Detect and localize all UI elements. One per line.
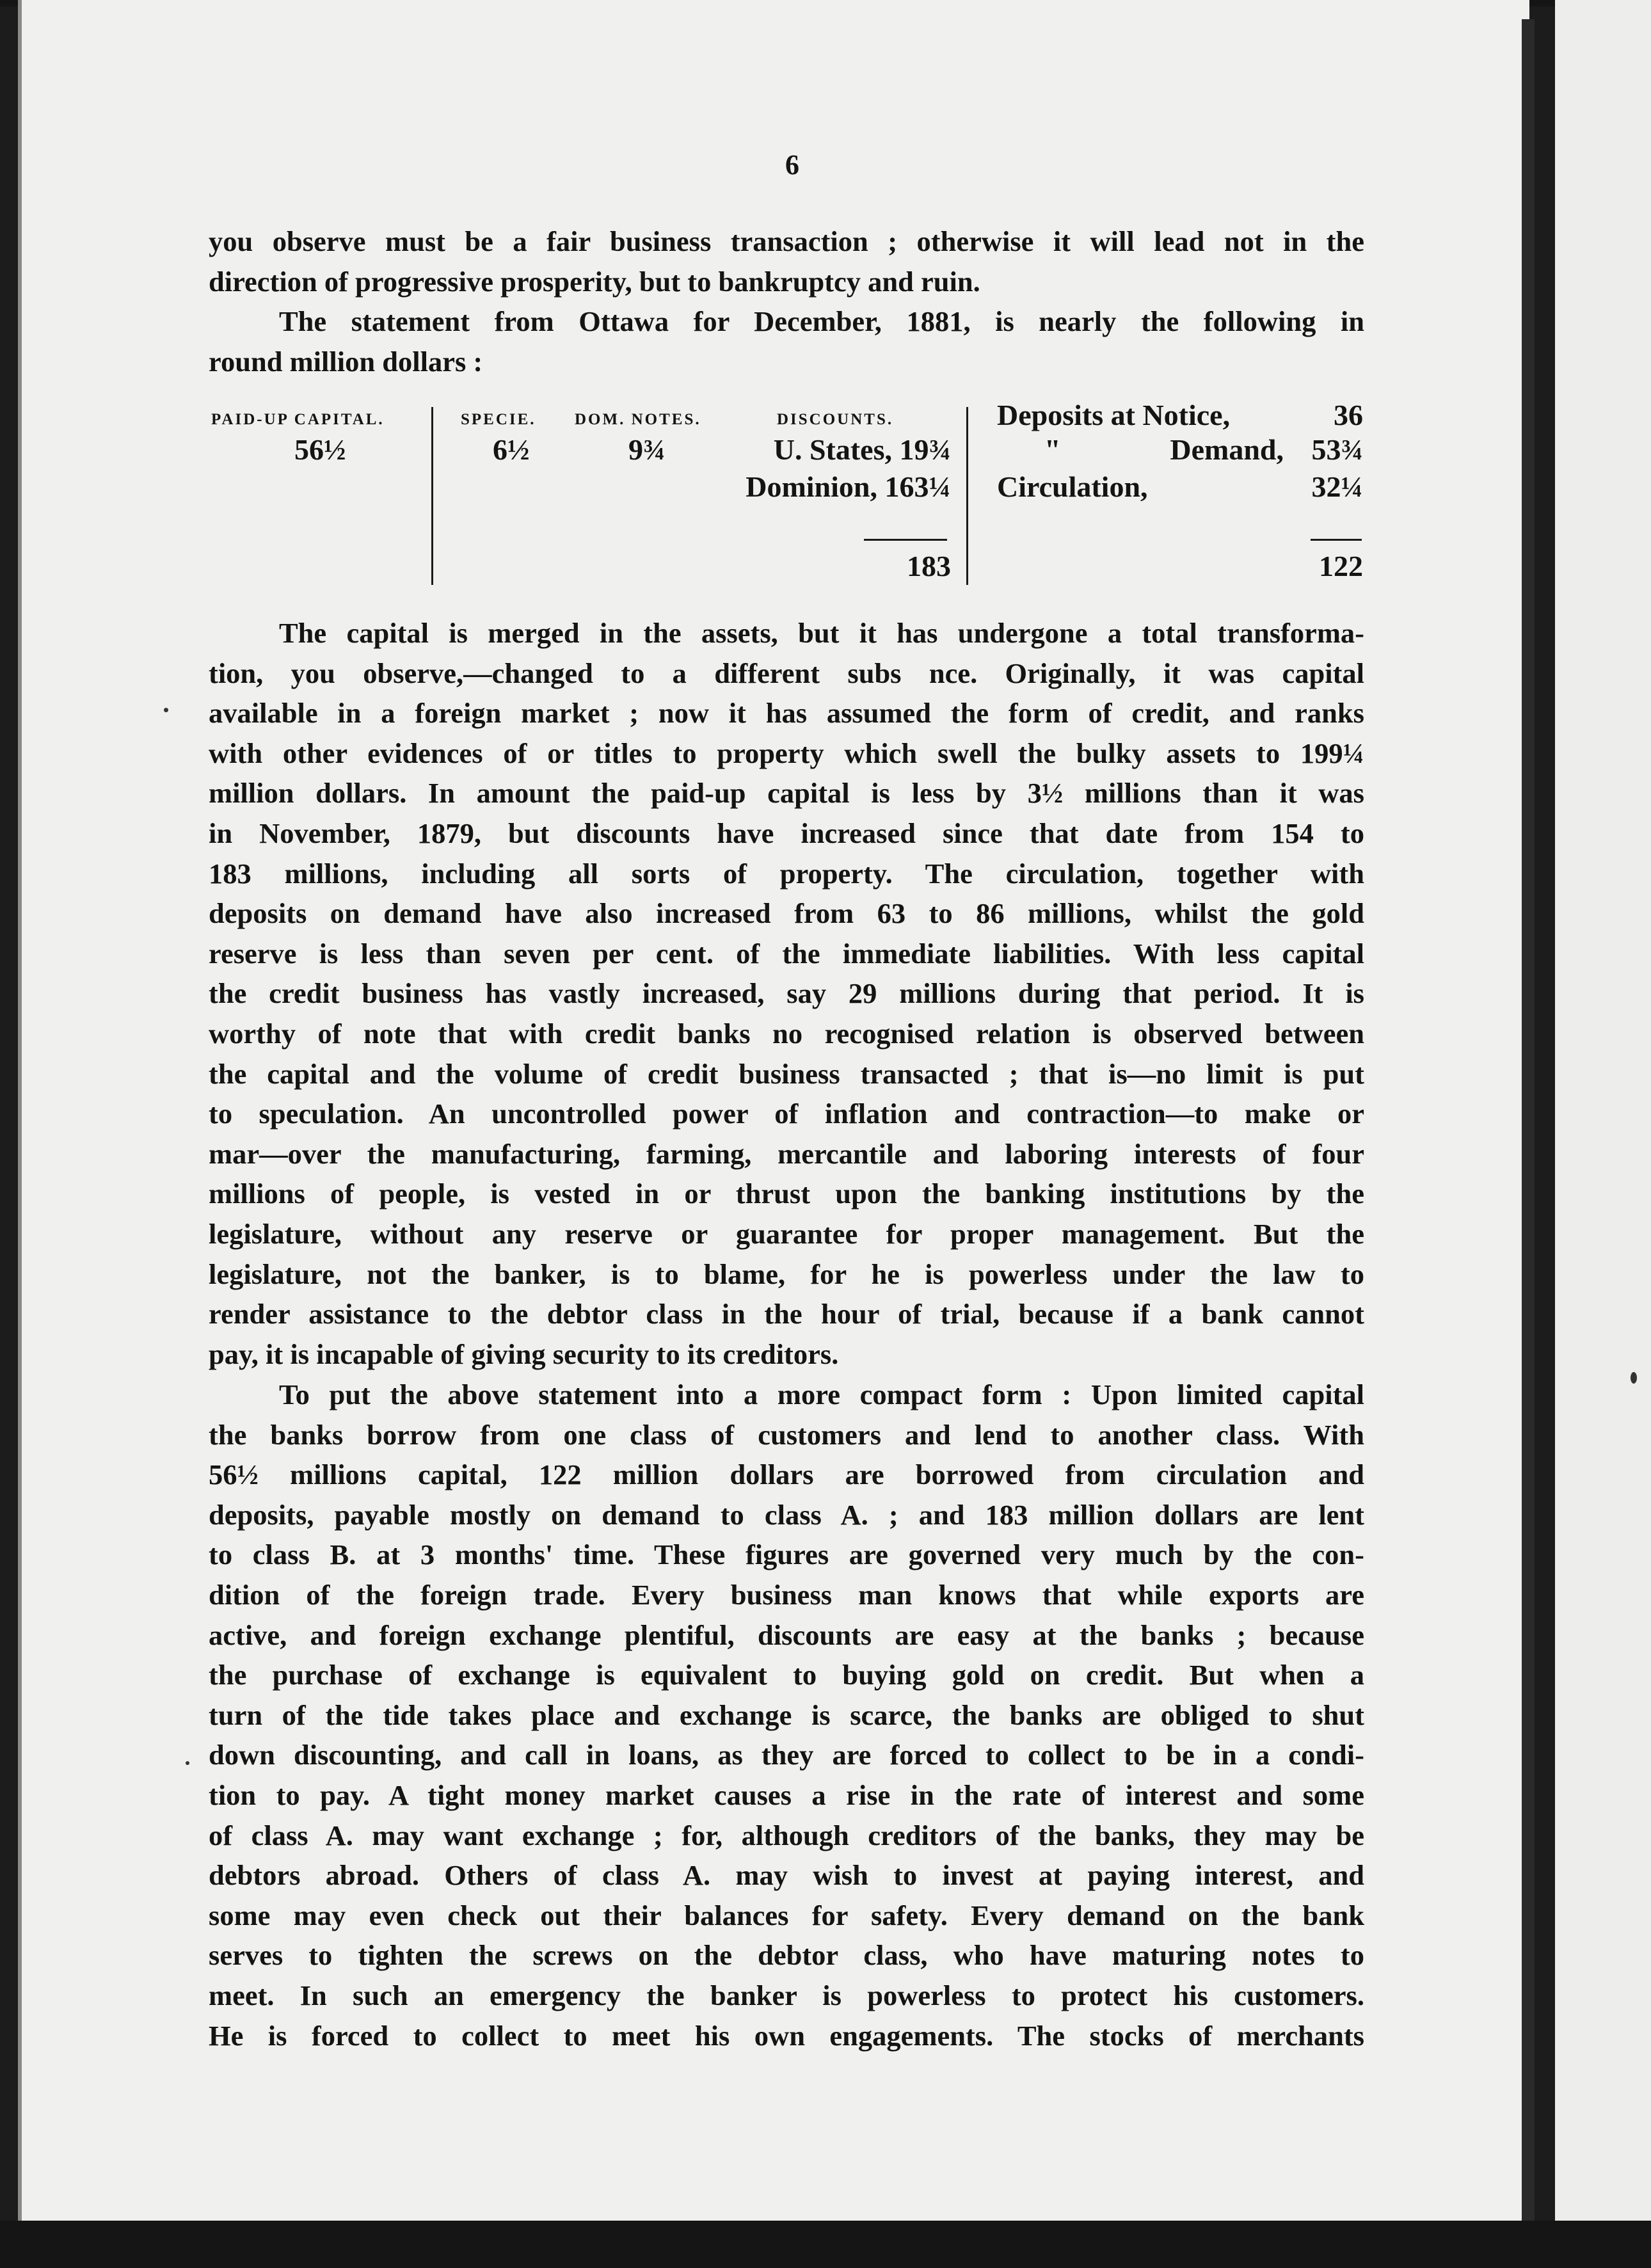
text-line: worthy of note that with credit banks no recognised relation is observed between xyxy=(209,1017,1364,1050)
text-line: available in a foreign market ; now it has assumed the form of credit, and ranks xyxy=(209,697,1364,730)
sum-rule xyxy=(864,539,947,541)
value-dom-notes: 9¾ xyxy=(628,433,666,466)
column-divider xyxy=(966,407,968,585)
text-line: legislature, not the banker, is to blame, for he is powerless under the law to xyxy=(209,1258,1364,1290)
text-line: turn of the tide takes place and exchange is scarce, the banks are obliged to shut xyxy=(209,1698,1364,1731)
text-line: to class B. at 3 months' time. These figures are governed very much by the con- xyxy=(209,1538,1364,1571)
text-line: active, and foreign exchange plentiful, discounts are easy at the banks ; because xyxy=(209,1618,1364,1651)
header-dom-notes: DOM. NOTES. xyxy=(575,411,701,428)
text-line: deposits on demand have also increased from 63 to 86 millions, whilst the gold xyxy=(209,897,1364,930)
text-line: To put the above statement into a more compact form : Upon limited capital xyxy=(279,1378,1364,1410)
text-line: tion to pay. A tight money market causes a rise in the rate of interest and some xyxy=(209,1778,1364,1811)
scan-speck xyxy=(1631,1372,1637,1384)
text-line: serves to tighten the screws on the debtor class, who have maturing notes to xyxy=(209,1939,1364,1972)
text-line: The statement from Ottawa for December, 1881, is nearly the following in xyxy=(279,305,1364,338)
header-discounts: DISCOUNTS. xyxy=(777,411,894,428)
intro-paragraph xyxy=(209,221,1364,381)
value-circulation: 32¼ xyxy=(1311,470,1363,503)
text-line: meet. In such an emergency the banker is powerless to protect his customers. xyxy=(209,1979,1364,2011)
page-right-edge xyxy=(1522,19,1535,2240)
value-capital: 56½ xyxy=(294,433,346,466)
value-assets-total: 183 xyxy=(907,550,951,582)
text-line: the banks borrow from one class of customers and lend to another class. With xyxy=(209,1418,1364,1451)
paragraph-capital-transformation xyxy=(209,613,1364,1374)
text-line: The capital is merged in the assets, but it has undergone a total transforma- xyxy=(279,617,1364,649)
value-liabilities-total: 122 xyxy=(1319,550,1363,582)
text-line: reserve is less than seven per cent. of the immediate liabilities. With less capital xyxy=(209,937,1364,970)
column-divider xyxy=(431,407,433,585)
value-demand: 53¾ xyxy=(1311,433,1363,466)
text-line: tion, you observe,—changed to a different subs nce. Originally, it was capital xyxy=(209,657,1364,689)
text-line: mar—over the manufacturing, farming, mercantile and laboring interests of four xyxy=(209,1137,1364,1170)
ditto-mark: " xyxy=(1044,433,1061,466)
text-line: millions of people, is vested in or thrust upon the banking institutions by the xyxy=(209,1178,1364,1210)
label-circulation: Circulation, xyxy=(997,470,1148,503)
value-deposits-notice: 36 xyxy=(1334,399,1363,431)
value-specie: 6½ xyxy=(493,433,530,466)
adjacent-page-edge xyxy=(1555,0,1651,2268)
text-line: render assistance to the debtor class in the hour of trial, because if a bank cannot xyxy=(209,1298,1364,1330)
text-line: round million dollars : xyxy=(209,345,483,378)
scan-speck xyxy=(186,1761,189,1765)
scan-speck xyxy=(164,708,168,712)
text-line: to speculation. An uncontrolled power of inflation and contraction—to make or xyxy=(209,1098,1364,1130)
scan-bottom-border xyxy=(0,2221,1651,2268)
bank-statement-table xyxy=(209,399,1364,595)
text-line: million dollars. In amount the paid-up capital is less by 3½ millions than it was xyxy=(209,777,1364,810)
value-us-discounts: U. States, 19¾ xyxy=(773,433,951,466)
value-dominion-discounts: Dominion, 163¼ xyxy=(746,470,951,503)
label-demand: Demand, xyxy=(1170,433,1284,466)
text-line: with other evidences of or titles to property which swell the bulky assets to 199¼ xyxy=(209,737,1364,769)
text-line: direction of progressive prosperity, but to bankruptcy and ruin. xyxy=(209,265,980,298)
text-line: some may even check out their balances for safety. Every demand on the bank xyxy=(209,1899,1364,1931)
text-line: in November, 1879, but discounts have increased since that date from 154 to xyxy=(209,817,1364,849)
text-line: the capital and the volume of credit business transacted ; that is—no limit is put xyxy=(209,1057,1364,1090)
text-line: of class A. may want exchange ; for, although creditors of the banks, they may be xyxy=(209,1819,1364,1851)
header-paid-up-capital: PAID-UP CAPITAL. xyxy=(211,411,385,428)
page-left-edge xyxy=(18,0,22,2268)
text-line: the purchase of exchange is equivalent to buying gold on credit. But when a xyxy=(209,1659,1364,1691)
text-line: 56½ millions capital, 122 million dollars are borrowed from circulation and xyxy=(209,1458,1364,1491)
text-line: dition of the foreign trade. Every business man knows that while exports are xyxy=(209,1578,1364,1611)
paragraph-compact-form xyxy=(209,1375,1364,2056)
text-line: you observe must be a fair business transaction ; otherwise it will lead not in the xyxy=(209,225,1364,257)
text-line: pay, it is incapable of giving security to its creditors. xyxy=(209,1338,839,1370)
text-line: the credit business has vastly increased, say 29 millions during that period. It is xyxy=(209,977,1364,1010)
header-specie: SPECIE. xyxy=(461,411,536,428)
text-line: He is forced to collect to meet his own engagements. The stocks of merchants xyxy=(209,2019,1364,2052)
text-line: deposits, payable mostly on demand to class A. ; and 183 million dollars are lent xyxy=(209,1498,1364,1531)
sum-rule xyxy=(1311,539,1362,541)
text-line: legislature, without any reserve or guarantee for proper management. But the xyxy=(209,1217,1364,1250)
text-line: 183 millions, including all sorts of property. The circulation, together with xyxy=(209,857,1364,890)
page-number: 6 xyxy=(785,149,799,180)
label-deposits-notice: Deposits at Notice, xyxy=(997,399,1231,431)
text-line: debtors abroad. Others of class A. may wish to invest at paying interest, and xyxy=(209,1859,1364,1892)
text-line: down discounting, and call in loans, as they are forced to collect to be in a condi- xyxy=(209,1739,1364,1771)
